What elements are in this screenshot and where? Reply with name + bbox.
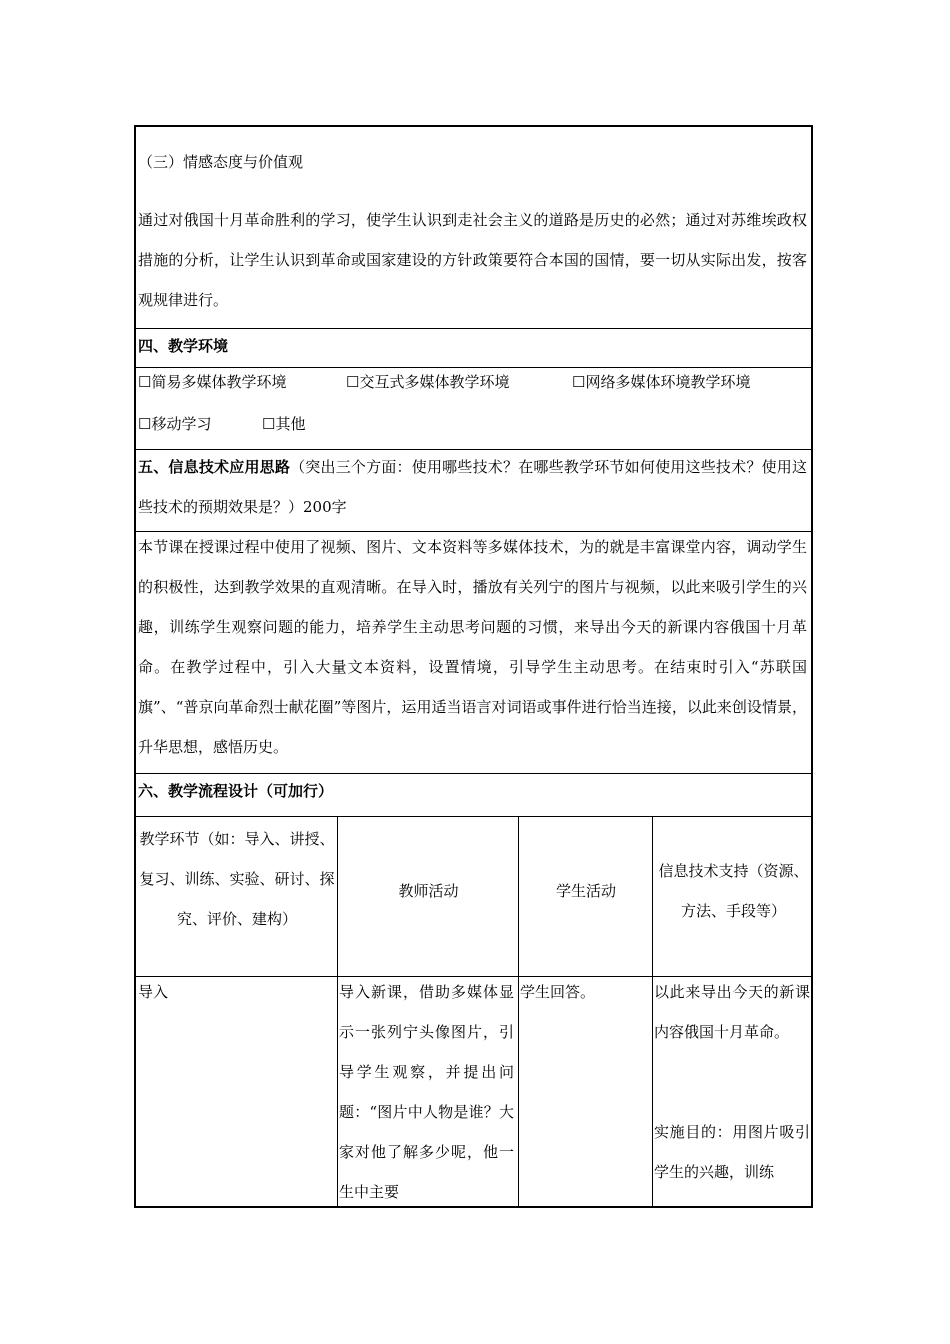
header-it: 信息技术支持（资源、方法、手段等）: [658, 862, 809, 920]
section5-note: （突出三个方面：使用哪些技术？在哪些教学环节如何使用这些技术？使用这些技术的预期效果是？）200字: [138, 458, 807, 516]
section5-body: 本节课在授课过程中使用了视频、图片、文本资料等多媒体技术，为的就是丰富课堂内容，调动学生的积极性，达到教学效果的直观清晰。在导入时，播放有关列宁的图片与视频，以此来吸引学生的兴趣，训练学生观察问题的能力，培养学生主动思考问题的习惯，来导出今天的新课内容俄国十月革命。在教学过程中，引入大量文本资料，设置情境，引导学生主动思考。在结束时引入“苏联国旗”、“普京向革命烈士献花圈”等图片，运用适当语言对词语或事件进行恰当连接，以此来创设情景，升华思想，感悟历史。: [138, 538, 807, 756]
option-interactive-multimedia[interactable]: ☐交互式多媒体教学环境: [346, 373, 510, 391]
section3-body: 通过对俄国十月革命胜利的学习，使学生认识到走社会主义的道路是历史的必然；通过对苏维埃政权措施的分析，让学生认识到革命或国家建设的方针政策要符合本国的国情，要一切从实际出发，按客观规律进行。: [138, 211, 807, 309]
option-other[interactable]: ☐其他: [262, 415, 306, 433]
row-teacher: 导入新课，借助多媒体显示一张列宁头像图片，引导学生观察，并提出问题：“图片中人物是谁？大家对他了解多少呢，他一生中主要: [339, 983, 514, 1201]
section5-title: 五、信息技术应用思路: [138, 458, 291, 476]
option-simple-multimedia[interactable]: ☐简易多媒体教学环境: [138, 373, 287, 391]
section5-heading: [138, 447, 807, 527]
option-network-multimedia[interactable]: ☐网络多媒体环境教学环境: [572, 373, 751, 391]
section6-title: 六、教学流程设计（可加行）: [138, 782, 334, 800]
section3-subtitle: （三）情感态度与价值观: [138, 153, 304, 171]
document-table: [134, 125, 813, 1208]
section4-title: 四、教学环境: [138, 337, 229, 355]
divider: [136, 367, 811, 368]
header-stage: 教学环节（如：导入、讲授、复习、训练、实验、研讨、探究、评价、建构）: [139, 830, 335, 928]
row-student: 学生回答。: [520, 983, 596, 1001]
column-divider: [518, 816, 519, 1208]
row-it-1: 以此来导出今天的新课内容俄国十月革命。: [654, 983, 810, 1041]
column-divider: [337, 816, 338, 1208]
row-it-2: 实施目的：用图片吸引学生的兴趣，训练: [654, 1123, 810, 1181]
row-stage: 导入: [138, 983, 169, 1001]
column-divider: [652, 816, 653, 1208]
header-teacher: 教师活动: [398, 882, 459, 900]
header-student: 学生活动: [555, 882, 616, 900]
divider: [136, 816, 811, 817]
option-mobile-learning[interactable]: ☐移动学习: [138, 415, 212, 433]
